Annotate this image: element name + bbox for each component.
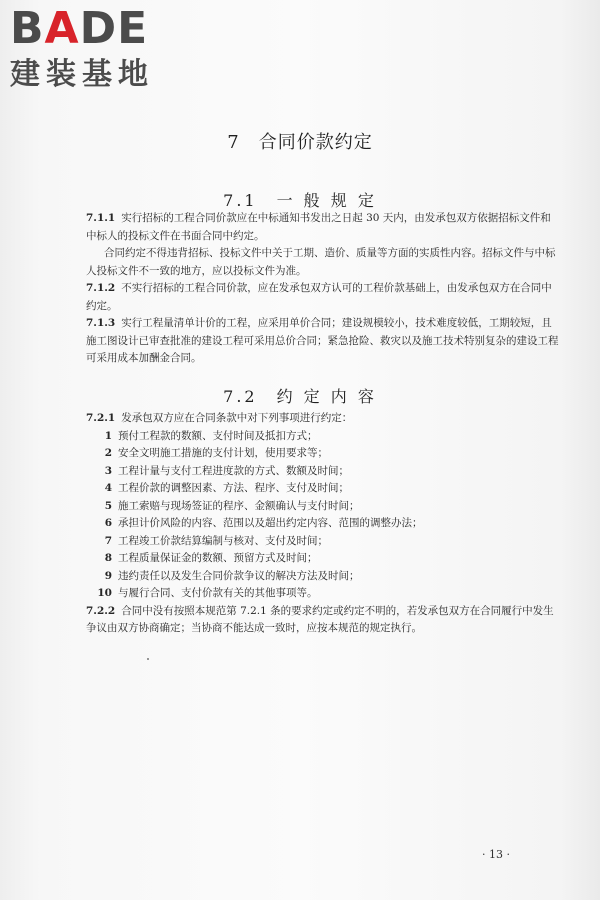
clause-number: 7.2.1 xyxy=(86,412,116,424)
item-text: 违约责任以及发生合同价款争议的解决方法及时间； xyxy=(118,569,360,582)
logo-accent-letter: A xyxy=(44,3,80,54)
list-item xyxy=(86,533,560,551)
item-text: 工程计量与支付工程进度款的方式、数额及时间； xyxy=(118,464,349,477)
clause-7-1-2 xyxy=(86,280,560,315)
section-7-2-body xyxy=(86,410,560,638)
clause-number: 7.2.2 xyxy=(86,604,116,617)
clause-text: 实行工程量清单计价的工程，应采用单价合同；建设规模较小，技术难度较低，工期较短，且施工图设计已审查批准的建设工程可采用总价合同；紧急抢险、救灾以及施工技术特别复杂的建设工程可采用成本加酬金合同。 xyxy=(86,317,559,364)
page-number: · 13 · xyxy=(482,848,510,861)
clause-number: 7.1.3 xyxy=(86,317,116,329)
item-number: 5 xyxy=(104,499,112,512)
list-item xyxy=(86,515,560,533)
list-item xyxy=(86,480,560,498)
item-text: 施工索赔与现场签证的程序、金额确认与支付时间； xyxy=(118,499,360,512)
clause-text: 合同中没有按照本规范第 7.2.1 条的要求约定或约定不明的，若发承包双方在合同履行中发生争议由双方协商确定；当协商不能达成一致时，应按本规范的规定执行。 xyxy=(86,604,554,634)
item-text: 工程价款的调整因素、方法、程序、支付及时间； xyxy=(118,482,349,494)
item-number: 8 xyxy=(104,552,112,564)
list-item xyxy=(86,463,560,481)
item-number: 3 xyxy=(104,464,112,477)
list-item xyxy=(86,428,560,446)
item-number: 9 xyxy=(104,569,112,582)
clause-number: 7.1.2 xyxy=(86,282,116,294)
list-item xyxy=(86,550,560,568)
item-number: 6 xyxy=(104,517,112,529)
item-number: 1 xyxy=(104,429,112,442)
clause-7-1-1-para2 xyxy=(86,245,560,280)
clause-number: 7.1.1 xyxy=(86,212,116,224)
chapter-title: 7 合同价款约定 xyxy=(227,132,373,153)
list-item xyxy=(86,568,560,586)
scan-speck xyxy=(147,658,149,660)
logo-subtitle: 建装基地 xyxy=(10,57,154,92)
clause-text: 不实行招标的工程合同价款，应在发承包双方认可的工程价款基础上，由发承包双方在合同中约定。 xyxy=(86,282,552,312)
bade-logo xyxy=(8,3,183,96)
item-number: 4 xyxy=(104,482,112,494)
logo-wordmark xyxy=(10,3,149,54)
logo-letters-2: DE xyxy=(79,3,149,54)
logo-letters-1: B xyxy=(10,3,45,54)
item-text: 安全文明施工措施的支付计划，使用要求等； xyxy=(118,447,328,459)
clause-7-2-1 xyxy=(86,410,560,428)
item-text: 工程竣工价款结算编制与核对、支付及时间； xyxy=(118,534,328,547)
section-title-7-1: 7.1 一 般 规 定 xyxy=(223,191,377,210)
list-item xyxy=(86,498,560,516)
item-text: 工程质量保证金的数额、预留方式及时间； xyxy=(118,552,318,564)
item-text: 预付工程款的数额、支付时间及抵扣方式； xyxy=(118,429,318,442)
item-text: 承担计价风险的内容、范围以及超出约定内容、范围的调整办法； xyxy=(118,517,423,529)
clause-text: 实行招标的工程合同价款应在中标通知书发出之日起 30 天内，由发承包双方依据招标文件和中标人的投标文件在书面合同中约定。 xyxy=(86,212,551,242)
item-number: 2 xyxy=(104,447,112,459)
section-7-1-body xyxy=(86,210,560,368)
clause-text: 发承包双方应在合同条款中对下列事项进行约定： xyxy=(121,412,353,424)
clause-7-1-3 xyxy=(86,315,560,368)
item-number: 7 xyxy=(104,534,112,547)
section-title-7-2: 7.2 约 定 内 容 xyxy=(223,387,377,406)
clause-7-2-1-items xyxy=(86,428,560,603)
list-item xyxy=(86,585,560,603)
clause-text: 合同约定不得违背招标、投标文件中关于工期、造价、质量等方面的实质性内容。招标文件与中标人投标文件不一致的地方，应以投标文件为准。 xyxy=(86,247,556,277)
clause-7-1-1 xyxy=(86,210,560,245)
clause-7-2-2 xyxy=(86,603,560,638)
item-number: 10 xyxy=(97,587,112,599)
list-item xyxy=(86,445,560,463)
item-text: 与履行合同、支付价款有关的其他事项等。 xyxy=(118,587,318,599)
